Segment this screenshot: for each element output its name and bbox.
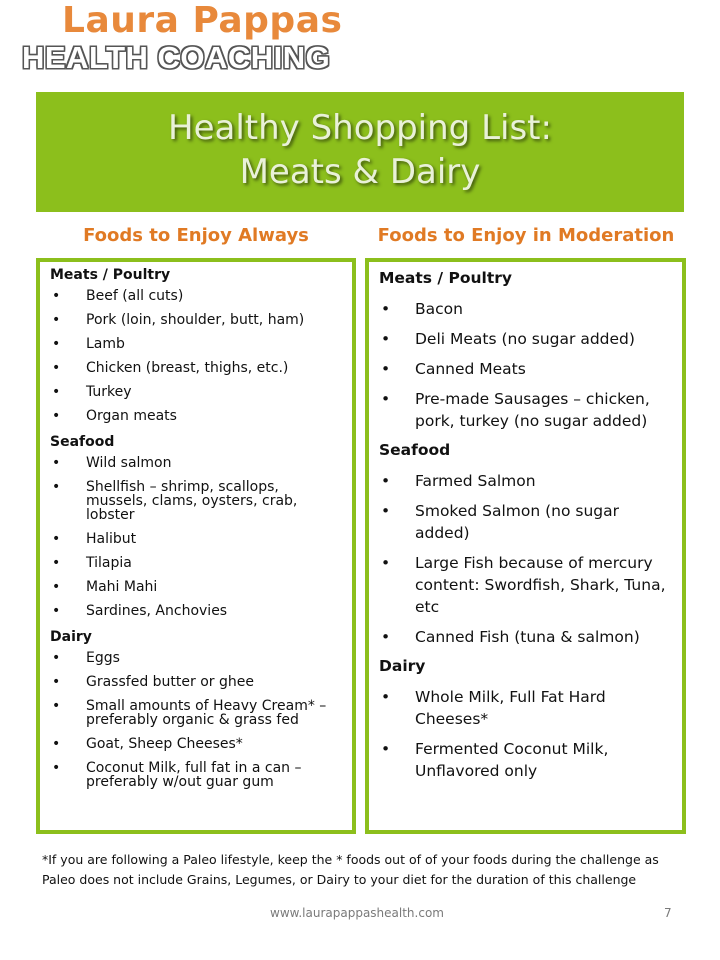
bullet-icon: • — [381, 360, 391, 378]
title-banner — [36, 92, 684, 212]
list-item — [50, 761, 338, 789]
bullet-icon: • — [381, 688, 391, 706]
list-item — [50, 361, 338, 375]
left-column-heading: Foods to Enjoy Always — [83, 225, 309, 246]
logo-main-text: HEALTH COACHING — [22, 40, 331, 75]
list-item — [50, 385, 338, 399]
list-item-text: Tilapia — [86, 555, 132, 571]
list-item-text: Whole Milk, Full Fat Hard Cheeses* — [415, 688, 606, 728]
list-item — [50, 604, 338, 618]
bullet-icon: • — [381, 628, 391, 646]
bullet-icon: • — [52, 674, 61, 690]
list-item — [50, 651, 338, 665]
list-item — [379, 388, 668, 432]
bullet-icon: • — [381, 554, 391, 572]
list-item-text: Organ meats — [86, 408, 177, 424]
list-item-text: Bacon — [415, 300, 463, 318]
list-item — [50, 699, 338, 727]
footnote: *If you are following a Paleo lifestyle, keep the * foods out of of your foods during the challenge as Paleo does not include Grains, Legumes, or Dairy to your diet for the duration of this challenge — [42, 852, 659, 887]
list-item-text: Shellfish – shrimp, scallops, mussels, clams, oysters, crab, lobster — [86, 479, 298, 523]
list-item-text: Eggs — [86, 650, 120, 666]
list-item-text: Farmed Salmon — [415, 472, 536, 490]
list-item-text: Coconut Milk, full fat in a can – preferably w/out guar gum — [86, 760, 302, 790]
list-item — [379, 470, 668, 492]
list-item-text: Pre-made Sausages – chicken, pork, turkey (no sugar added) — [415, 390, 650, 430]
list-item — [50, 337, 338, 351]
list-item-text: Halibut — [86, 531, 137, 547]
list-item — [379, 500, 668, 544]
section-title: Seafood — [379, 441, 451, 459]
bullet-icon: • — [52, 698, 61, 714]
list-item — [50, 580, 338, 594]
list-item-text: Canned Meats — [415, 360, 526, 378]
list-item-text: Wild salmon — [86, 455, 172, 471]
bullet-icon: • — [52, 336, 61, 352]
list-item-text: Beef (all cuts) — [86, 288, 184, 304]
section-list — [50, 651, 338, 789]
bullet-icon: • — [52, 555, 61, 571]
left-list-panel — [36, 258, 356, 834]
bullet-icon: • — [52, 760, 61, 776]
bullet-icon: • — [52, 531, 61, 547]
list-item-text: Sardines, Anchovies — [86, 603, 228, 619]
list-item-text: Small amounts of Heavy Cream* – preferably organic & grass fed — [86, 698, 327, 728]
section-list — [379, 470, 668, 648]
list-item — [50, 456, 338, 470]
list-item — [50, 532, 338, 546]
section-list — [379, 686, 668, 782]
section-title: Dairy — [379, 657, 426, 675]
list-item-text: Pork (loin, shoulder, butt, ham) — [86, 312, 305, 328]
section-title: Seafood — [50, 434, 115, 450]
bullet-icon: • — [52, 455, 61, 471]
list-item-text: Large Fish because of mercury content: Swordfish, Shark, Tuna, etc — [415, 554, 666, 616]
list-item-text: Deli Meats (no sugar added) — [415, 330, 635, 348]
list-item-text: Mahi Mahi — [86, 579, 158, 595]
list-item — [50, 289, 338, 303]
list-item-text: Canned Fish (tuna & salmon) — [415, 628, 640, 646]
bullet-icon: • — [381, 740, 391, 758]
bullet-icon: • — [52, 650, 61, 666]
section-title: Dairy — [50, 629, 92, 645]
list-item — [379, 552, 668, 618]
list-item — [50, 409, 338, 423]
list-item — [379, 626, 668, 648]
list-item — [379, 358, 668, 380]
bullet-icon: • — [381, 472, 391, 490]
list-item — [50, 480, 338, 522]
list-item — [379, 686, 668, 730]
bullet-icon: • — [52, 603, 61, 619]
bullet-icon: • — [52, 408, 61, 424]
list-item-text: Grassfed butter or ghee — [86, 674, 254, 690]
list-item — [379, 328, 668, 350]
logo-script-text: Laura Pappas — [62, 0, 343, 41]
list-item-text: Chicken (breast, thighs, etc.) — [86, 360, 289, 376]
bullet-icon: • — [381, 330, 391, 348]
bullet-icon: • — [381, 502, 391, 520]
section-list — [50, 289, 338, 423]
list-item-text: Lamb — [86, 336, 125, 352]
page-number: 7 — [664, 906, 672, 920]
footer-url: www.laurapappashealth.com — [270, 906, 444, 920]
bullet-icon: • — [52, 312, 61, 328]
bullet-icon: • — [381, 300, 391, 318]
banner-title-line2: Meats & Dairy — [239, 152, 481, 192]
section-title: Meats / Poultry — [379, 269, 512, 287]
list-item — [379, 298, 668, 320]
list-item — [50, 675, 338, 689]
section-list — [50, 456, 338, 618]
list-item-text: Fermented Coconut Milk, Unflavored only — [415, 740, 609, 780]
right-list-panel — [365, 258, 686, 834]
list-item — [50, 313, 338, 327]
bullet-icon: • — [381, 390, 391, 408]
list-item — [50, 556, 338, 570]
bullet-icon: • — [52, 579, 61, 595]
list-item-text: Turkey — [86, 384, 132, 400]
banner-title-line1: Healthy Shopping List: — [168, 108, 552, 148]
list-item-text: Smoked Salmon (no sugar added) — [415, 502, 620, 542]
logo — [22, 0, 343, 75]
right-column-heading: Foods to Enjoy in Moderation — [377, 225, 675, 246]
list-item-text: Goat, Sheep Cheeses* — [86, 736, 243, 752]
bullet-icon: • — [52, 736, 61, 752]
bullet-icon: • — [52, 384, 61, 400]
section-list — [379, 298, 668, 432]
list-item — [379, 738, 668, 782]
list-item — [50, 737, 338, 751]
section-title: Meats / Poultry — [50, 267, 171, 283]
bullet-icon: • — [52, 288, 61, 304]
bullet-icon: • — [52, 360, 61, 376]
bullet-icon: • — [52, 479, 61, 495]
